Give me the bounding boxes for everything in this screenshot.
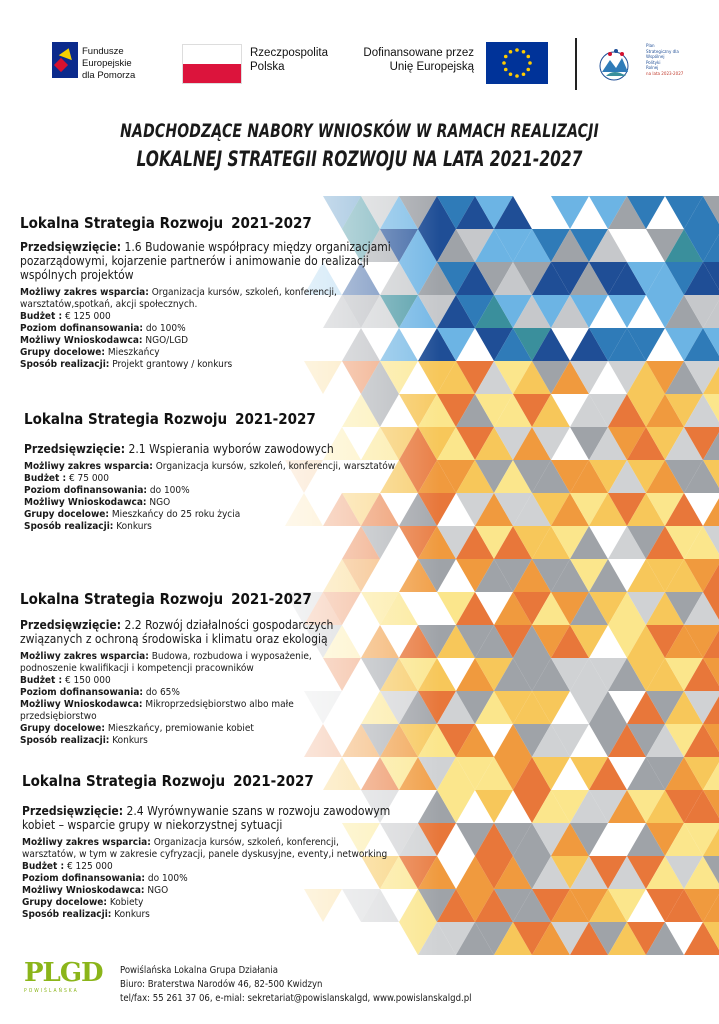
fundusze-europejskie-logo bbox=[52, 42, 172, 82]
przedsiewziecie: Przedsięwzięcie: 1.6 Budowanie współpracy między organizacjami pozarządowymi, kojarzenie partnerów i animowanie do realizacji wspólnych projektów bbox=[20, 240, 391, 282]
ksow-text-3: Wspólnej bbox=[646, 55, 665, 60]
ue-funding-line1: Dofinansowane przez bbox=[363, 47, 474, 59]
rp-name-line1: Rzeczpospolita bbox=[250, 47, 328, 59]
budzet: Budżet : € 125 000 bbox=[22, 861, 113, 872]
logo-bar bbox=[0, 38, 719, 94]
plgd-logo-subtext: POWIŚLAŃSKA bbox=[24, 988, 79, 994]
program-section-3 bbox=[20, 590, 420, 747]
grupy-docelowe: Grupy docelowe: Kobiety bbox=[22, 897, 144, 908]
ksow-text-4: Polityki bbox=[646, 60, 661, 66]
fe-mark-icon bbox=[52, 42, 78, 78]
zakres-wsparcia: Możliwy zakres wsparcia: Budowa, rozbudowa i wyposażenie, podnoszenie kwalifikacji i kompetencji pracowników bbox=[20, 651, 312, 674]
wnioskodawca: Możliwy Wnioskodawca: Mikroprzedsiębiorstwo albo małe przedsiębiorstwo bbox=[20, 699, 294, 722]
section-title: Lokalna Strategia Rozwoju 2021-2027 bbox=[20, 214, 312, 232]
poziom-dofinansowania: Poziom dofinansowania: do 100% bbox=[20, 323, 186, 334]
program-section-4 bbox=[22, 772, 422, 921]
ksow-text-1: Plan bbox=[646, 44, 655, 49]
footer bbox=[24, 954, 704, 1014]
fe-name-line2: dla Pomorza bbox=[82, 70, 136, 81]
footer-org-name: Powiślańska Lokalna Grupa Działania bbox=[120, 965, 278, 976]
fe-name-line1: Fundusze Europejskie bbox=[82, 46, 132, 69]
zakres-wsparcia: Możliwy zakres wsparcia: Organizacja kursów, szkoleń, konferencji, warsztatów bbox=[24, 461, 396, 472]
section-title: Lokalna Strategia Rozwoju 2021-2027 bbox=[22, 772, 314, 790]
grupy-docelowe: Grupy docelowe: Mieszkańcy, premiowanie kobiet bbox=[20, 723, 254, 734]
grupy-docelowe: Grupy docelowe: Mieszkańcy bbox=[20, 347, 160, 358]
ksow-text-2: Strategiczny dla bbox=[646, 49, 679, 55]
poland-flag-icon bbox=[182, 44, 242, 84]
footer-contact: tel/fax: 55 261 37 06, e-mial: sekretariat@powislanskalgd, www.powislanskalgd.pl bbox=[120, 993, 472, 1004]
program-section-2 bbox=[24, 410, 424, 533]
eu-flag-icon bbox=[486, 42, 548, 84]
rp-name-line2: Polska bbox=[250, 61, 285, 73]
section-title: Lokalna Strategia Rozwoju 2021-2027 bbox=[24, 410, 316, 428]
poziom-dofinansowania: Poziom dofinansowania: do 100% bbox=[22, 873, 188, 884]
przedsiewziecie: Przedsięwzięcie: 2.1 Wspierania wyborów zawodowych bbox=[24, 442, 334, 456]
program-section-1 bbox=[20, 214, 420, 371]
sposob-realizacji: Sposób realizacji: Projekt grantowy / konkurs bbox=[20, 359, 233, 370]
wnioskodawca: Możliwy Wnioskodawca: NGO bbox=[22, 885, 169, 896]
poziom-dofinansowania: Poziom dofinansowania: do 100% bbox=[24, 485, 190, 496]
ksow-text-6: na lata 2023-2027 bbox=[646, 71, 684, 77]
grupy-docelowe: Grupy docelowe: Mieszkańcy do 25 roku życia bbox=[24, 509, 241, 520]
plgd-logo bbox=[24, 958, 104, 1004]
section-title: Lokalna Strategia Rozwoju 2021-2027 bbox=[20, 590, 312, 608]
przedsiewziecie: Przedsięwzięcie: 2.2 Rozwój działalności gospodarczych związanych z ochroną środowiska i klimatu oraz ekologią bbox=[20, 618, 334, 646]
zakres-wsparcia: Możliwy zakres wsparcia: Organizacja kursów, szkoleń, konferencji, warsztatów,spotkań, akcji społecznych. bbox=[20, 287, 337, 310]
headline-line2: LOKALNEJ STRATEGII ROZWOJU NA LATA 2021-2027 bbox=[136, 147, 583, 171]
sposob-realizacji: Sposób realizacji: Konkurs bbox=[22, 909, 150, 920]
budzet: Budżet : € 150 000 bbox=[20, 675, 111, 686]
headline bbox=[0, 118, 719, 174]
footer-address: Biuro: Braterstwa Narodów 46, 82-500 Kwidzyn bbox=[120, 979, 323, 990]
wnioskodawca: Możliwy Wnioskodawca: NGO/LGD bbox=[20, 335, 189, 346]
ue-funding-line2: Unię Europejską bbox=[389, 61, 474, 73]
headline-line1: NADCHODZĄCE NABORY WNIOSKÓW W RAMACH REALIZACJI bbox=[120, 120, 599, 142]
ksow-logo bbox=[598, 42, 688, 86]
zakres-wsparcia: Możliwy zakres wsparcia: Organizacja kursów, szkoleń, konferencji, warsztatów, w tym w zakresie cyfryzacji, panele dyskusyjne, eventy,i networking bbox=[22, 837, 388, 860]
budzet: Budżet : € 125 000 bbox=[20, 311, 111, 322]
ksow-text-5: Rolnej bbox=[646, 66, 659, 71]
sposob-realizacji: Sposób realizacji: Konkurs bbox=[20, 735, 148, 746]
sposob-realizacji: Sposób realizacji: Konkurs bbox=[24, 521, 152, 532]
wnioskodawca: Możliwy Wnioskodawca: NGO bbox=[24, 497, 171, 508]
przedsiewziecie: Przedsięwzięcie: 2.4 Wyrównywanie szans w rozwoju zawodowym kobiet – wsparcie grupy w niekorzystnej sytuacji bbox=[22, 804, 391, 832]
plgd-logo-text: PLGD bbox=[24, 958, 103, 988]
poziom-dofinansowania: Poziom dofinansowania: do 65% bbox=[20, 687, 180, 698]
budzet: Budżet : € 75 000 bbox=[24, 473, 109, 484]
logo-divider bbox=[575, 38, 577, 90]
